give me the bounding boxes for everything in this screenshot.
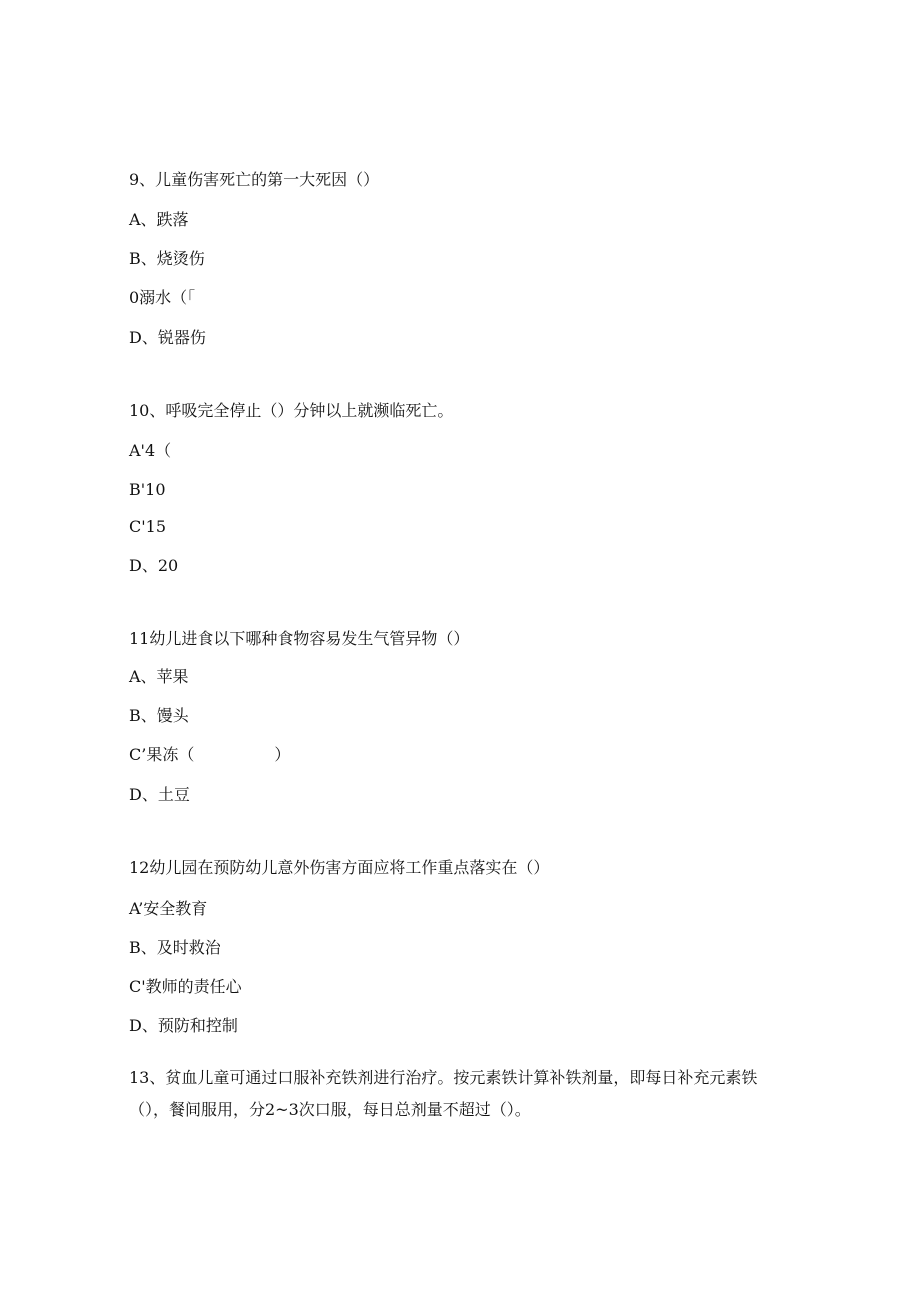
question-10-option-c: C'15 (129, 517, 166, 536)
question-12-stem: 12幼儿园在预防幼儿意外伤害方面应将工作重点落实在（） (129, 858, 550, 877)
question-9-option-c: 0溺水（「 (129, 288, 196, 307)
question-11-stem: 11幼儿进食以下哪种食物容易发生气管异物（） (129, 629, 470, 648)
question-11-option-d: D、土豆 (129, 785, 190, 804)
question-10-stem: 10、呼吸完全停止（）分钟以上就濒临死亡。 (129, 401, 454, 420)
question-11-option-b: B、馒头 (129, 706, 189, 725)
question-9-stem: 9、儿童伤害死亡的第一大死因（） (129, 170, 380, 189)
question-9-option-b: B、烧烫伤 (129, 249, 205, 268)
question-11-option-c: C’果冻（ ） (129, 745, 291, 764)
question-12-option-a: A’安全教育 (129, 899, 208, 918)
question-12-option-c: C'教师的责任心 (129, 977, 242, 996)
question-13-stem: 13、贫血儿童可通过口服补充铁剂进行治疗。按元素铁计算补铁剂量，即每日补充元素铁（），餐间服用，分2~3次口服，每日总剂量不超过（）。 (129, 1068, 758, 1119)
question-12-option-d: D、预防和控制 (129, 1016, 238, 1035)
question-12-option-b: B、及时救治 (129, 938, 221, 957)
question-11-option-a: A、苹果 (129, 667, 189, 686)
question-10-option-a: A'4（ (129, 441, 172, 460)
question-10-option-b: B'10 (129, 480, 166, 499)
question-9-option-a: A、跌落 (129, 210, 189, 229)
question-9-option-d: D、锐器伤 (129, 328, 206, 347)
question-10-option-d: D、20 (129, 556, 179, 575)
